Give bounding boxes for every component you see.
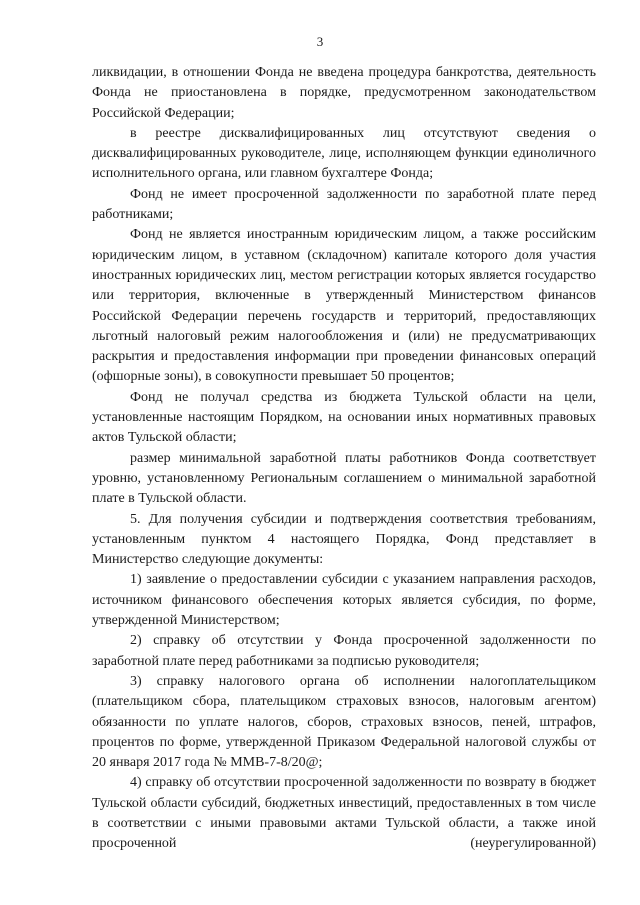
paragraph-disqualified-registry: в реестре дисквалифицированных лиц отсутствуют сведения о дисквалифицированных руководителе, лице, исполняющем функции единоличного исполнительного органа, или главном бухгалтере Фонда; xyxy=(92,125,596,182)
paragraph-budget-funds: Фонд не получал средства из бюджета Тульской области на цели, установленные настоящим Порядком, на основании иных нормативных правовых актов Тульской области; xyxy=(92,389,596,446)
paragraph-minimum-wage: размер минимальной заработной платы работников Фонда соответствует уровню, установленному Региональным соглашением о минимальной заработной плате в Тульской области. xyxy=(92,450,596,507)
page-number: 3 xyxy=(316,34,324,49)
paragraph-doc-2: 2) справку об отсутствии у Фонда просроченной задолженности по заработной плате перед работниками за подписью руководителя; xyxy=(92,633,596,669)
paragraph-bankruptcy: ликвидации, в отношении Фонда не введена процедура банкротства, деятельность Фонда не приостановлена в порядке, предусмотренном законодательством Российской Федерации; xyxy=(92,65,596,121)
paragraph-foreign-entity: Фонд не является иностранным юридическим лицом, а также российским юридическим лицом, в уставном (складочном) капитале которого доля участия иностранных юридических лиц, местом регистрации которых является государство или территория, включенные в утвержденный Министерством финансов Российской Федерации перечень государств и территорий, предоставляющих льготный налоговый режим налогообложения и (или) не предусматривающих раскрытия и предоставления информации при проведении финансовых операций (офшорные зоны), в совокупности превышает 50 процентов; xyxy=(92,227,596,385)
paragraph-doc-3: 3) справку налогового органа об исполнении налогоплательщиком (плательщиком сбора, плательщиком страховых взносов, налоговым агентом) обязанности по уплате налогов, сборов, страховых взносов, пеней, штрафов, процентов по форме, утвержденной Приказом Федеральной налоговой службы от 20 января 2017 года № ММВ-7-8/20@; xyxy=(92,673,596,771)
paragraph-doc-1: 1) заявление о предоставлении субсидии с указанием направления расходов, источником финансового обеспечения которых является субсидия, по форме, утвержденной Министерством; xyxy=(92,572,596,629)
paragraph-doc-4: 4) справку об отсутствии просроченной задолженности по возврату в бюджет Тульской области субсидий, бюджетных инвестиций, предоставленных в том числе в соответствии с иными правовыми актами Тульской области, а также иной просроченной (неурегулированной) xyxy=(92,775,596,852)
paragraph-item-5: 5. Для получения субсидии и подтверждения соответствия требованиям, установленным пунктом 4 настоящего Порядка, Фонд представляет в Министерство следующие документы: xyxy=(92,511,596,568)
document-body xyxy=(92,63,596,855)
paragraph-wage-arrears: Фонд не имеет просроченной задолженности по заработной плате перед работниками; xyxy=(92,186,596,223)
